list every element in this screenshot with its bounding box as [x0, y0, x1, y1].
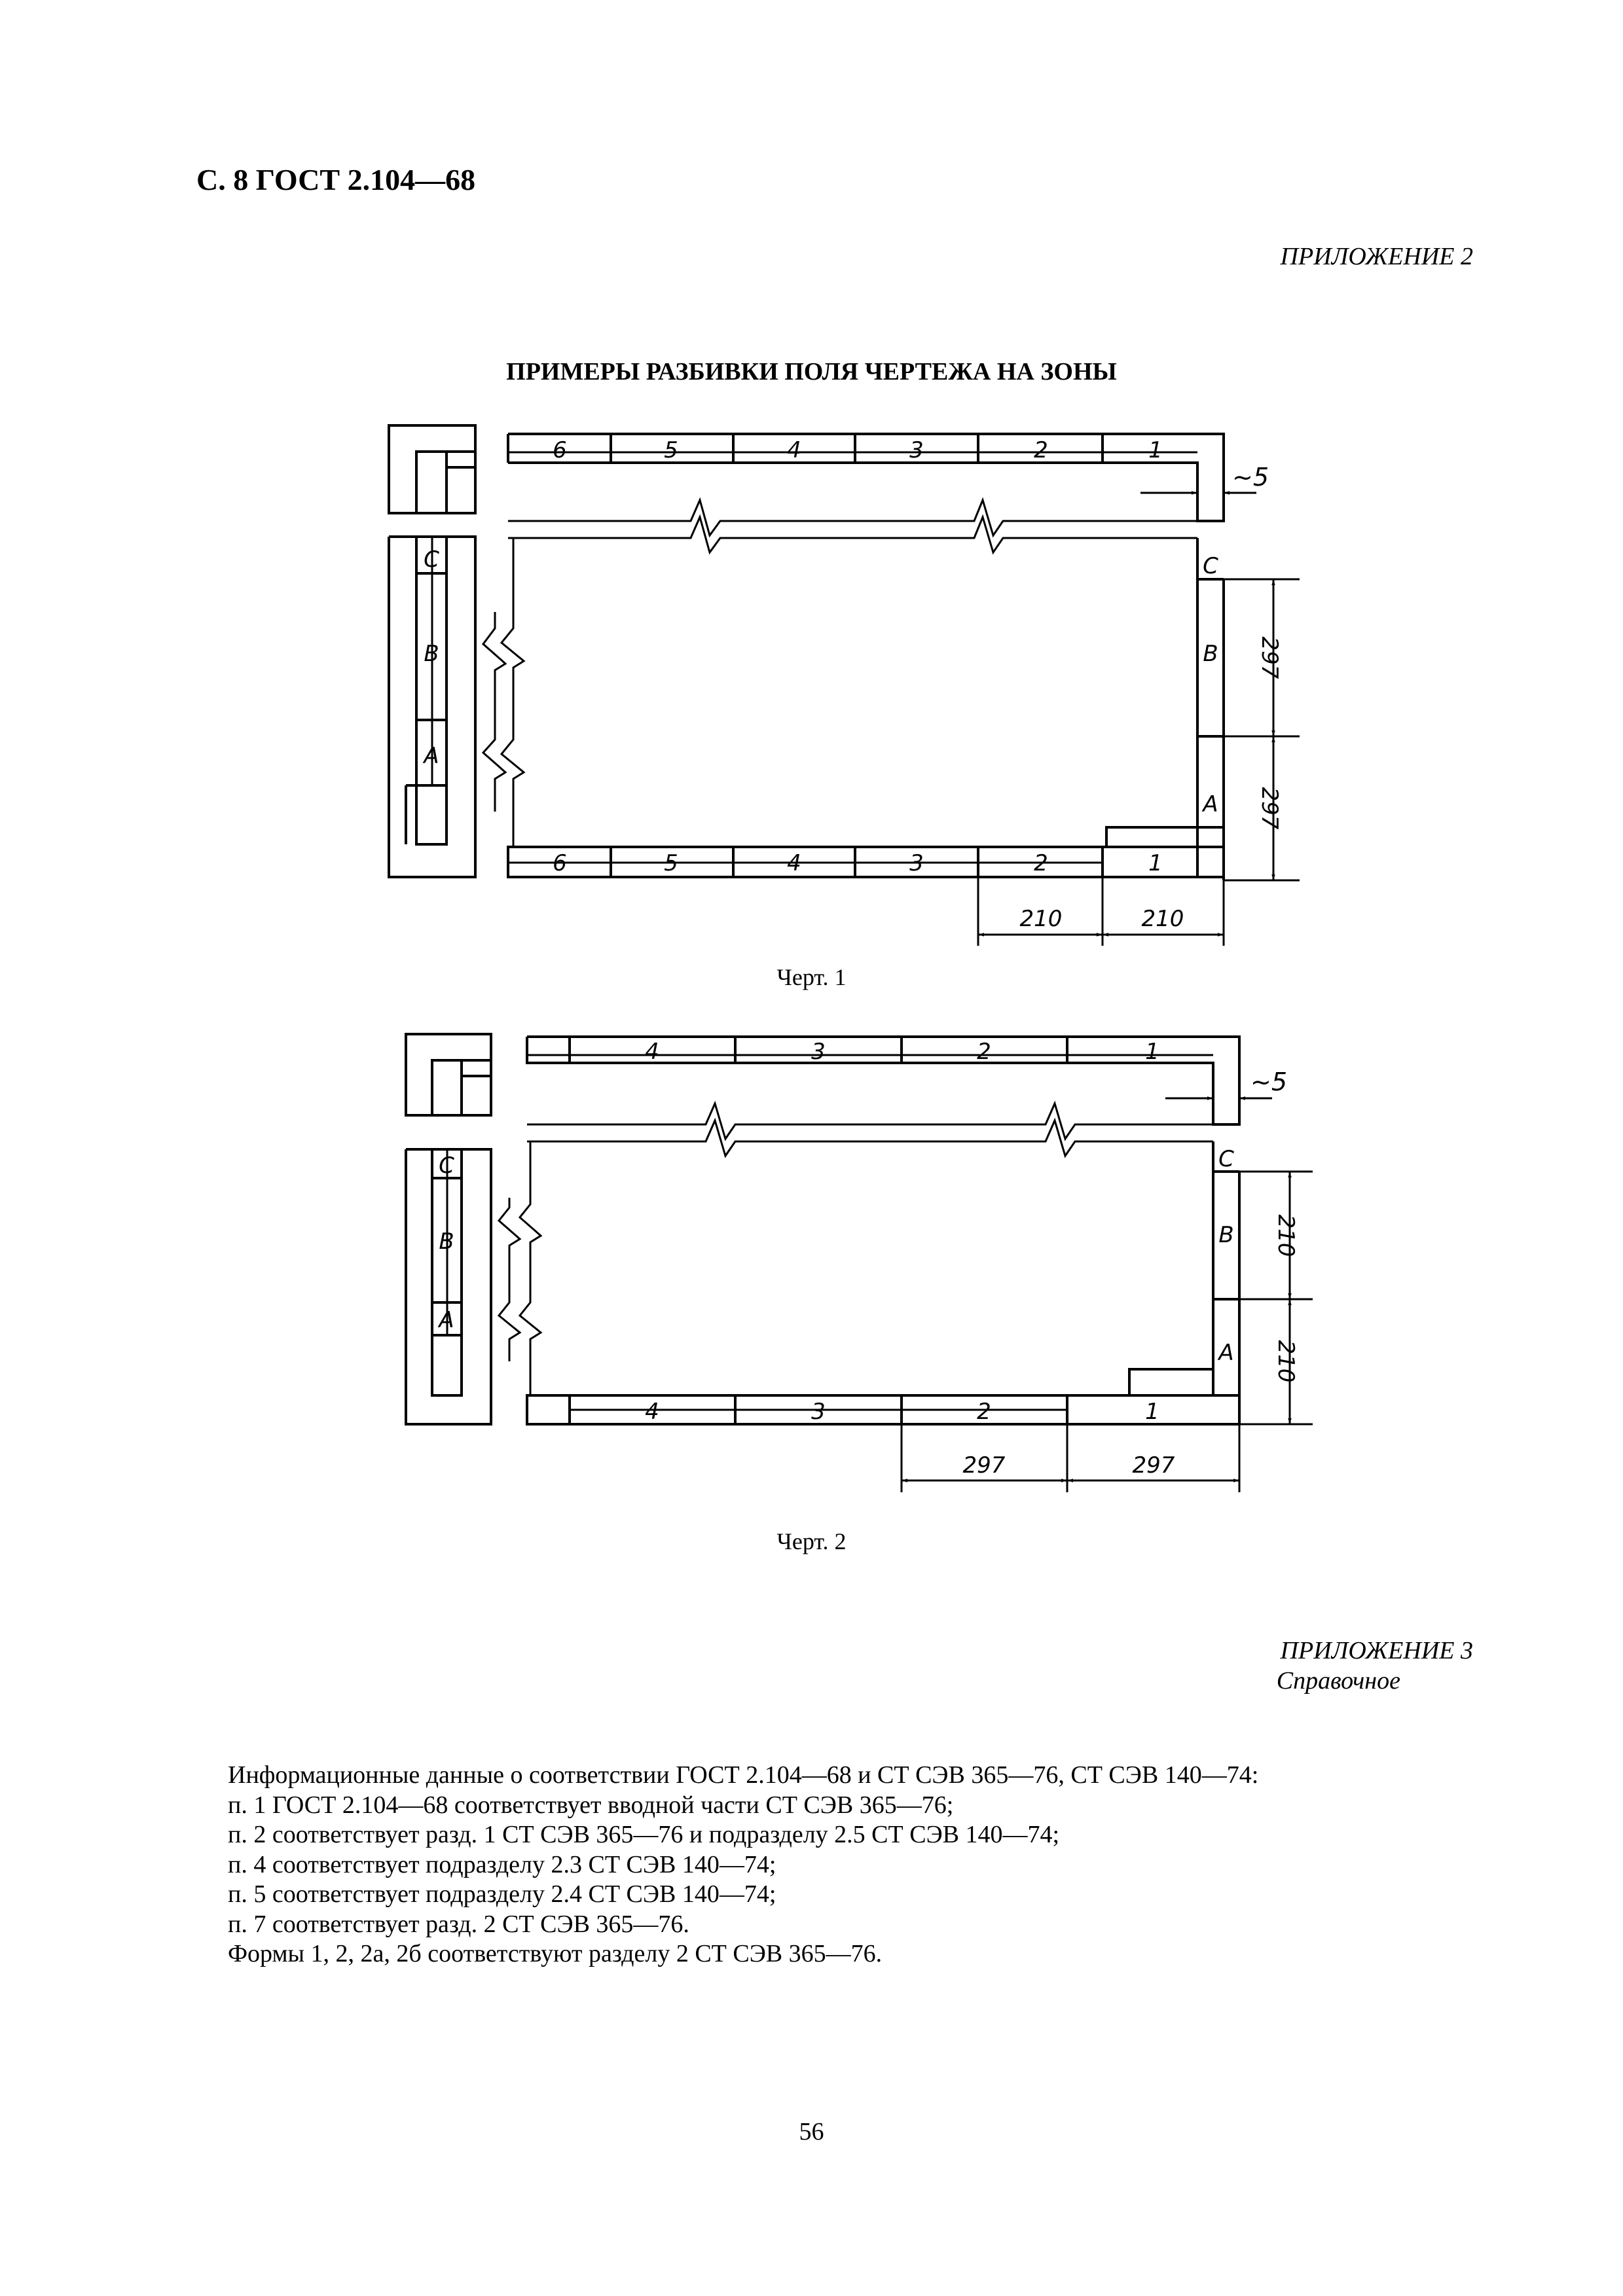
bottom-zone-label: 4 — [787, 850, 801, 876]
vertical-dim-label: 297 — [1256, 636, 1283, 679]
drawing-2-caption: Черт. 2 — [776, 1528, 847, 1554]
vertical-dims-1 — [1224, 579, 1300, 880]
info-line: Формы 1, 2, 2а, 2б соответствуют разделу 2 СТ СЭВ 365—76. — [228, 1940, 883, 1967]
left-strip — [389, 537, 505, 877]
bottom-zone-label: 3 — [909, 850, 924, 876]
top-zone-label: 6 — [553, 437, 567, 463]
drawing-2 — [406, 1034, 1313, 1492]
horizontal-dim-label: 297 — [1132, 1452, 1175, 1479]
info-line: п. 5 соответствует подразделу 2.4 СТ СЭВ 140—74; — [228, 1880, 776, 1908]
info-block — [228, 1761, 1258, 1969]
bottom-zone-label: 1 — [1148, 850, 1163, 876]
bottom-zone-label: 1 — [1145, 1399, 1159, 1425]
left-zone-label: A — [439, 1307, 454, 1333]
bottom-zone-label: 4 — [645, 1399, 659, 1425]
top-strip — [527, 1037, 1239, 1156]
left-zone-label: B — [424, 641, 439, 667]
horizontal-dims-1 — [978, 877, 1224, 946]
main-field — [520, 1141, 1239, 1424]
top-zone-label: 3 — [909, 437, 924, 463]
bottom-zone-label: 2 — [977, 1399, 991, 1425]
top-zone-label: 1 — [1148, 437, 1163, 463]
bottom-zone-label: 6 — [553, 850, 567, 876]
drawing-2-labels — [437, 1039, 1299, 1479]
top-zone-label: 2 — [977, 1039, 991, 1065]
margin-label: ~5 — [1250, 1067, 1288, 1096]
appendix-3-sublabel: Справочное — [1276, 1667, 1400, 1695]
appendix-2-title: ПРИМЕРЫ РАЗБИВКИ ПОЛЯ ЧЕРТЕЖА НА ЗОНЫ — [506, 358, 1117, 386]
top-zone-label: 2 — [1034, 437, 1048, 463]
left-zone-label: C — [439, 1153, 454, 1179]
side-zone-label: A — [1203, 791, 1218, 817]
vertical-dims-2 — [1239, 1172, 1313, 1424]
bottom-zone-label: 3 — [811, 1399, 826, 1425]
vertical-dim-label: 210 — [1273, 1340, 1299, 1383]
vertical-dim-label: 297 — [1256, 787, 1283, 830]
top-strip — [508, 434, 1224, 552]
page-header: С. 8 ГОСТ 2.104—68 — [196, 163, 476, 196]
horizontal-dims-2 — [902, 1424, 1239, 1492]
bottom-zone-label: 2 — [1034, 850, 1048, 876]
bottom-zone-label: 5 — [664, 850, 678, 876]
drawing-1-caption: Черт. 1 — [776, 964, 847, 990]
top-zone-label: 4 — [787, 437, 801, 463]
drawing-1-labels — [422, 437, 1283, 932]
corner-detail-top — [406, 1034, 491, 1115]
horizontal-dim-label: 210 — [1141, 906, 1184, 932]
info-line: п. 1 ГОСТ 2.104—68 соответствует вводной части СТ СЭВ 365—76; — [228, 1791, 954, 1819]
info-line: п. 4 соответствует подразделу 2.3 СТ СЭВ 140—74; — [228, 1850, 776, 1878]
side-zone-label: A — [1218, 1340, 1234, 1366]
horizontal-dim-label: 210 — [1019, 906, 1063, 932]
top-zone-label: 1 — [1145, 1039, 1159, 1065]
side-zone-label: B — [1203, 641, 1218, 667]
side-zone-label: C — [1218, 1146, 1234, 1172]
margin-label: ~5 — [1232, 463, 1269, 492]
left-zone-label: C — [424, 547, 439, 573]
left-zone-label: B — [439, 1229, 454, 1255]
appendix-2-label: ПРИЛОЖЕНИЕ 2 — [1280, 243, 1473, 270]
top-zone-label: 3 — [811, 1039, 826, 1065]
top-zone-label: 5 — [664, 437, 678, 463]
main-field — [501, 538, 1224, 880]
appendix-3-label: ПРИЛОЖЕНИЕ 3 — [1280, 1637, 1473, 1664]
corner-detail-top — [389, 425, 475, 513]
info-line: Информационные данные о соответствии ГОСТ 2.104—68 и СТ СЭВ 365—76, СТ СЭВ 140—74: — [228, 1761, 1259, 1789]
page-number: 56 — [799, 2118, 824, 2145]
info-line: п. 7 соответствует разд. 2 СТ СЭВ 365—76. — [228, 1910, 689, 1938]
left-strip — [406, 1149, 520, 1424]
horizontal-dim-label: 297 — [962, 1452, 1006, 1479]
side-zone-label: B — [1218, 1222, 1234, 1248]
drawing-1 — [389, 425, 1300, 946]
top-zone-label: 4 — [645, 1039, 659, 1065]
side-zone-label: C — [1203, 553, 1218, 579]
left-zone-label: A — [424, 743, 439, 769]
info-line: п. 2 соответствует разд. 1 СТ СЭВ 365—76 и подразделу 2.5 СТ СЭВ 140—74; — [228, 1821, 1060, 1848]
vertical-dim-label: 210 — [1273, 1214, 1299, 1257]
